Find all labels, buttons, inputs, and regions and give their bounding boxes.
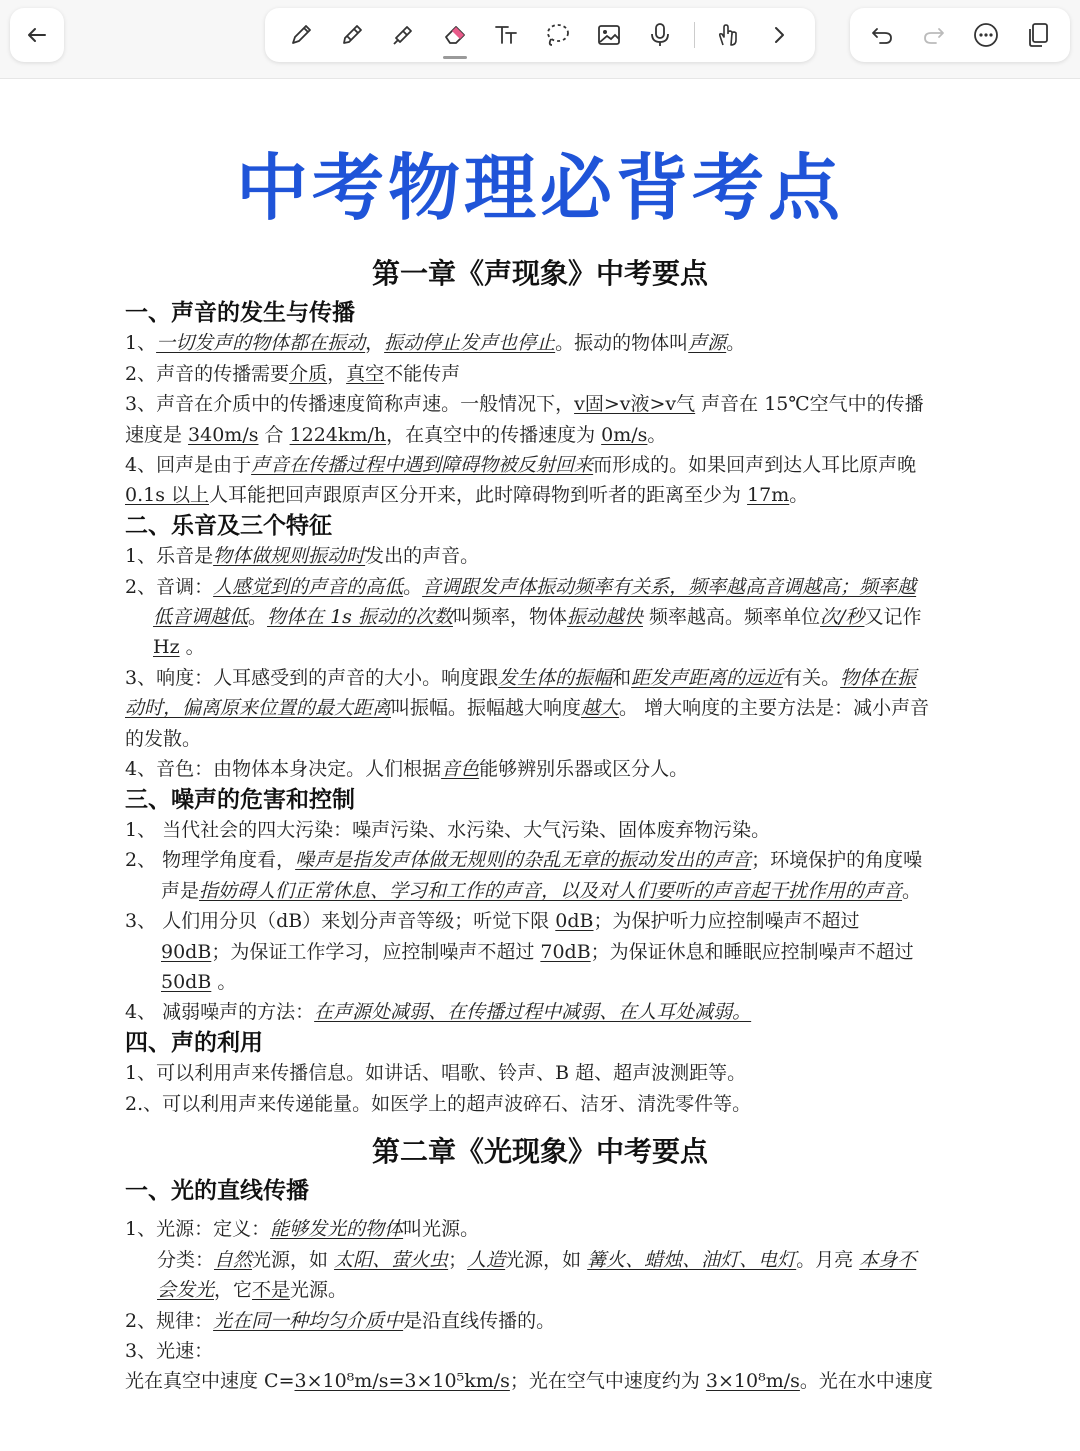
chapter-1-title: 第一章《声现象》中考要点 — [371, 257, 708, 290]
action-palette — [850, 8, 1070, 62]
paragraph: 3、响度：人耳感受到的声音的大小。响度跟发生体的振幅和距发声距离的远近有关。物体在振动时，偏离原来位置的最大距离叫振幅。振幅越大响度越大。 增大响度的主要方法是：减小声音的发散。 — [125, 666, 930, 750]
paragraph: 4、 减弱噪声的方法：在声源处减弱、在传播过程中减弱、在人耳处减弱。 — [125, 1001, 752, 1024]
paragraph: 4、回声是由于声音在传播过程中遇到障碍物被反射回来而形成的。如果回声到达人耳比原声晚 0.1s 以上人耳能把回声跟原声区分开来，此时障碍物到听者的距离至少为 17m。 — [125, 454, 917, 507]
image-icon[interactable] — [591, 17, 627, 53]
text-icon[interactable] — [488, 17, 524, 53]
chapter-1-content — [125, 298, 933, 1119]
divider — [694, 22, 695, 48]
section-heading: 三、噪声的危害和控制 — [125, 785, 355, 813]
paragraph: 2、 物理学角度看，噪声是指发声体做无规则的杂乱无章的振动发出的声音；环境保护的角度噪声是指妨碍人们正常休息、学习和工作的声音，以及对人们要听的声音起干扰作用的声音。 — [125, 849, 923, 902]
paragraph: 1、 当代社会的四大污染：噪声污染、水污染、大气污染、固体废弃物污染。 — [125, 818, 771, 841]
paragraph: 光在真空中速度 C=3×10⁸m/s=3×10⁵km/s；光在空气中速度约为 3×10⁸m/s。光在水中速度 — [125, 1370, 933, 1393]
undo-icon[interactable] — [864, 17, 900, 53]
paragraph: 1、光源：定义：能够发光的物体叫光源。 — [125, 1218, 480, 1241]
document-page — [0, 80, 1080, 1451]
microphone-icon[interactable] — [642, 17, 678, 53]
app-toolbar — [0, 0, 1080, 79]
paragraph: 3、 人们用分贝（dB）来划分声音等级；听觉下限 0dB；为保护听力应控制噪声不超过 90dB；为保证工作学习，应控制噪声不超过 70dB；为保证休息和睡眠应控制噪声不超过 50dB 。 — [125, 910, 914, 993]
document-title: 中考物理必背考点 — [235, 146, 844, 230]
paragraph: 2、规律：光在同一种均匀介质中是沿直线传播的。 — [125, 1309, 556, 1332]
lasso-icon[interactable] — [539, 17, 575, 53]
more-icon[interactable] — [968, 17, 1004, 53]
section-heading: 一、光的直线传播 — [125, 1177, 309, 1204]
chapter-2-title: 第二章《光现象》中考要点 — [371, 1135, 708, 1168]
paragraph: 1、可以利用声来传播信息。如讲话、唱歌、铃声、B 超、超声波测距等。 — [125, 1062, 747, 1085]
eraser-icon[interactable] — [437, 17, 473, 53]
paragraph: 1、乐音是物体做规则振动时发出的声音。 — [125, 545, 480, 568]
highlighter-icon[interactable] — [385, 17, 421, 53]
chapter-2-content — [125, 1176, 933, 1397]
pencil-icon[interactable] — [334, 17, 370, 53]
back-button[interactable] — [10, 8, 64, 62]
paragraph: 分类：自然光源，如 太阳、萤火虫；人造光源，如 篝火、蜡烛、油灯、电灯。月亮 本身不会发光，它不是光源。 — [157, 1248, 917, 1302]
section-heading: 一、声音的发生与传播 — [125, 299, 355, 326]
paragraph: 3、光速： — [125, 1340, 214, 1363]
chevron-right-icon[interactable] — [761, 17, 797, 53]
touch-icon[interactable] — [710, 17, 746, 53]
paragraph: 4、音色：由物体本身决定。人们根据音色能够辨别乐器或区分人。 — [125, 758, 689, 781]
paragraph: 3、声音在介质中的传播速度简称声速。一般情况下，v固>v液>v气 声音在 15℃空气中的传播速度是 340m/s 合 1224km/h，在真空中的传播速度为 0m/s。 — [125, 393, 924, 446]
pages-icon[interactable] — [1020, 17, 1056, 53]
paragraph: 2、音调：人感觉到的声音的高低。音调跟发声体振动频率有关系，频率越高音调越高；频率越低音调越低。物体在 1s 振动的次数叫频率，物体振动越快 频率越高。频率单位次/秒又记作 Hz 。 — [125, 575, 922, 659]
back-arrow-icon — [19, 17, 55, 53]
paragraph: 2.、可以利用声来传递能量。如医学上的超声波碎石、洁牙、清洗零件等。 — [125, 1092, 752, 1115]
paragraph: 2、声音的传播需要介质，真空不能传声 — [125, 362, 461, 385]
section-heading: 四、声的利用 — [125, 1028, 263, 1056]
pen-icon[interactable] — [283, 17, 319, 53]
paragraph: 1、一切发声的物体都在振动，振动停止发声也停止。振动的物体叫声源。 — [125, 332, 746, 355]
tool-palette — [265, 8, 815, 62]
section-heading: 二、乐音及三个特征 — [125, 511, 332, 539]
redo-icon[interactable] — [916, 17, 952, 53]
